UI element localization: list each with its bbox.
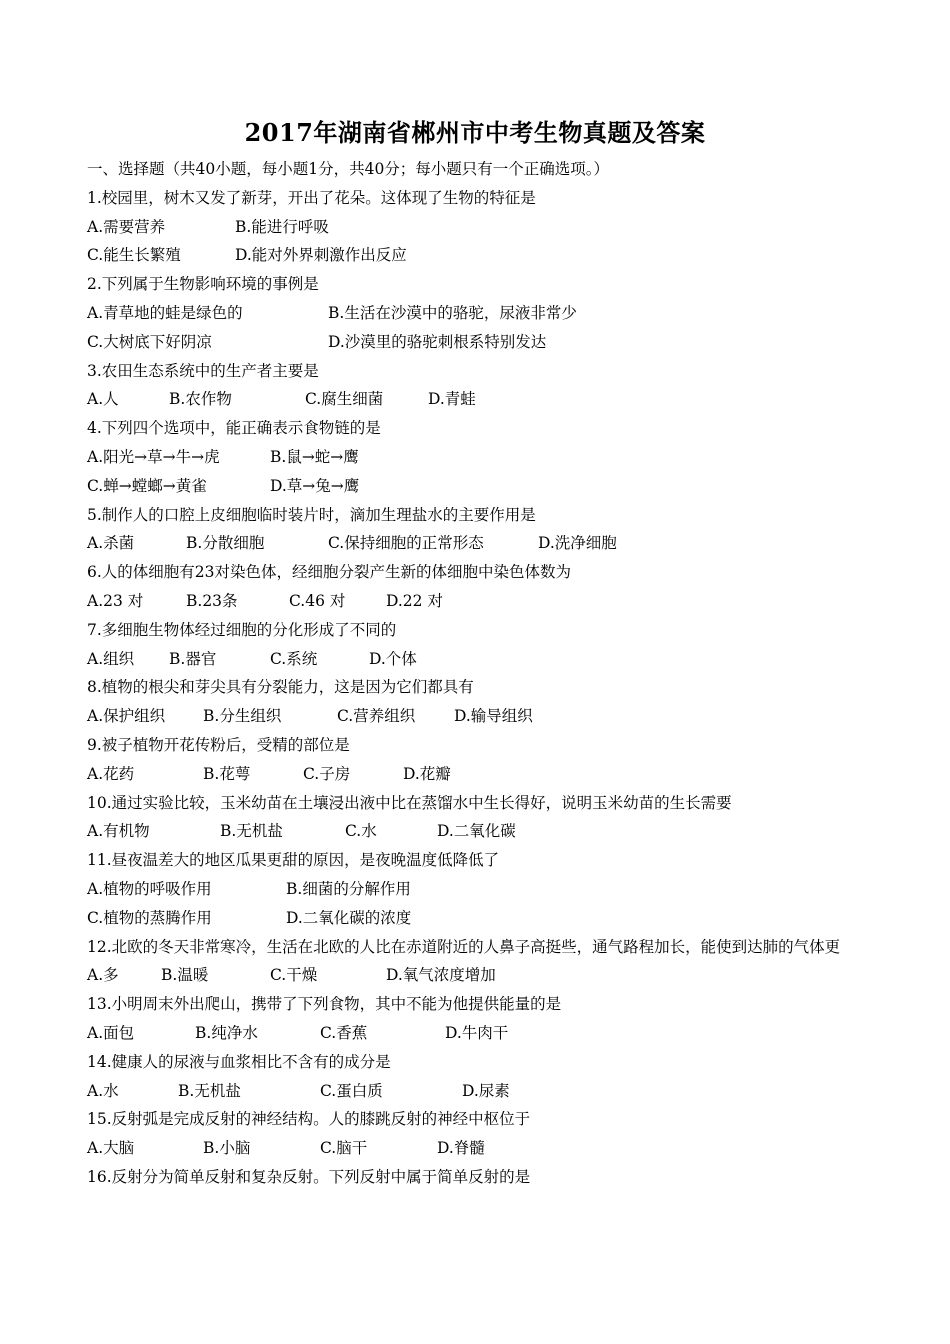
- option-b: B.器官: [169, 649, 217, 668]
- option-row: [87, 760, 887, 789]
- option-a: A.花药: [87, 764, 135, 783]
- option-b: B.能进行呼吸: [235, 217, 329, 236]
- option-d: D.草→兔→鹰: [270, 476, 360, 495]
- option-c: C.腐生细菌: [305, 390, 384, 409]
- option-b: B.花萼: [203, 764, 251, 783]
- option-d: D.尿素: [462, 1081, 510, 1100]
- question-stem: 11.昼夜温差大的地区瓜果更甜的原因，是夜晚温度低降低了: [87, 851, 500, 870]
- option-b: B.分生组织: [203, 707, 282, 726]
- option-a: A.面包: [87, 1023, 135, 1042]
- option-a: A.青草地的蛙是绿色的: [87, 303, 243, 322]
- question-stem: 5.制作人的口腔上皮细胞临时装片时，滴加生理盐水的主要作用是: [87, 505, 536, 524]
- option-row: [87, 587, 887, 616]
- option-row: [87, 1019, 887, 1048]
- option-c: C.蛋白质: [320, 1081, 383, 1100]
- option-row: [87, 472, 887, 501]
- question-stem: 2.下列属于生物影响环境的事例是: [87, 275, 319, 294]
- option-c: C.营养组织: [337, 707, 416, 726]
- option-row: [87, 299, 887, 328]
- option-c: C.子房: [303, 764, 351, 783]
- question-stem: 15.反射弧是完成反射的神经结构。人的膝跳反射的神经中枢位于: [87, 1110, 531, 1129]
- option-a: A.有机物: [87, 822, 150, 841]
- option-d: D.二氧化碳: [437, 822, 516, 841]
- option-c: C.干燥: [270, 966, 318, 985]
- option-c: C.系统: [270, 649, 318, 668]
- option-row: [87, 1077, 887, 1106]
- option-c: C.保持细胞的正常形态: [328, 534, 484, 553]
- option-a: A.保护组织: [87, 707, 166, 726]
- option-row: [87, 1134, 887, 1163]
- option-c: C.蝉→螳螂→黄雀: [87, 476, 207, 495]
- option-d: D.能对外界刺激作出反应: [235, 246, 407, 265]
- section-header: 一、选择题（共40小题，每小题1分，共40分；每小题只有一个正确选项。）: [87, 160, 610, 178]
- question-stem: 10.通过实验比较，玉米幼苗在土壤浸出液中比在蒸馏水中生长得好，说明玉米幼苗的生长需要: [87, 793, 732, 812]
- option-d: D.洗净细胞: [538, 534, 617, 553]
- question-list: [87, 155, 887, 1192]
- question-stem: 1.校园里，树木又发了新芽，开出了花朵。这体现了生物的特征是: [87, 188, 536, 207]
- option-b: B.无机盐: [178, 1081, 241, 1100]
- option-b: B.农作物: [169, 390, 232, 409]
- option-b: B.温暖: [161, 966, 209, 985]
- question-stem: 9.被子植物开花传粉后，受精的部位是: [87, 735, 350, 754]
- document-title: 2017年湖南省郴州市中考生物真题及答案: [244, 118, 706, 147]
- option-c: C.水: [345, 822, 377, 841]
- option-row: [87, 961, 887, 990]
- question-stem: 3.农田生态系统中的生产者主要是: [87, 361, 319, 380]
- option-row: [87, 529, 887, 558]
- question-stem: 16.反射分为简单反射和复杂反射。下列反射中属于简单反射的是: [87, 1167, 531, 1186]
- option-a: A.大脑: [87, 1139, 135, 1158]
- option-d: D.脊髓: [437, 1139, 485, 1158]
- option-a: A.组织: [87, 649, 135, 668]
- option-c: C.46 对: [289, 591, 346, 610]
- question-stem: 7.多细胞生物体经过细胞的分化形成了不同的: [87, 620, 397, 639]
- question-stem: 14.健康人的尿液与血浆相比不含有的成分是: [87, 1052, 391, 1071]
- option-row: [87, 817, 887, 846]
- option-c: C.香蕉: [320, 1023, 368, 1042]
- option-a: A.多: [87, 966, 119, 985]
- option-a: A.植物的呼吸作用: [87, 879, 212, 898]
- option-a: A.杀菌: [87, 534, 135, 553]
- option-row: [87, 702, 887, 731]
- option-row: [87, 645, 887, 674]
- option-b: B.小脑: [203, 1139, 251, 1158]
- option-c: C.植物的蒸腾作用: [87, 908, 212, 927]
- question-stem: 4.下列四个选项中，能正确表示食物链的是: [87, 419, 381, 438]
- option-a: A.23 对: [87, 591, 144, 610]
- option-b: B.无机盐: [220, 822, 283, 841]
- option-b: B.23条: [186, 591, 238, 610]
- option-d: D.个体: [369, 649, 417, 668]
- question-stem: 13.小明周末外出爬山，携带了下列食物，其中不能为他提供能量的是: [87, 995, 562, 1014]
- option-b: B.生活在沙漠中的骆驼，尿液非常少: [328, 303, 577, 322]
- option-row: [87, 241, 887, 270]
- option-d: D.沙漠里的骆驼刺根系特别发达: [328, 332, 547, 351]
- option-d: D.牛肉干: [445, 1023, 509, 1042]
- option-row: [87, 904, 887, 933]
- option-d: D.氧气浓度增加: [386, 966, 496, 985]
- option-b: B.细菌的分解作用: [286, 879, 411, 898]
- option-a: A.水: [87, 1081, 119, 1100]
- option-row: [87, 443, 887, 472]
- option-d: D.二氧化碳的浓度: [286, 908, 412, 927]
- option-row: [87, 875, 887, 904]
- question-stem: 12.北欧的冬天非常寒冷，生活在北欧的人比在赤道附近的人鼻子高挺些，通气路程加长，能使到达肺的气体更: [87, 937, 841, 956]
- option-d: D.输导组织: [454, 707, 533, 726]
- option-a: A.人: [87, 390, 119, 409]
- option-row: [87, 328, 887, 357]
- option-d: D.22 对: [386, 591, 443, 610]
- question-stem: 8.植物的根尖和芽尖具有分裂能力，这是因为它们都具有: [87, 678, 474, 697]
- option-b: B.鼠→蛇→鹰: [270, 447, 359, 466]
- option-c: C.能生长繁殖: [87, 246, 181, 265]
- option-a: A.需要营养: [87, 217, 166, 236]
- option-b: B.分散细胞: [186, 534, 265, 553]
- option-c: C.大树底下好阴凉: [87, 332, 212, 351]
- option-a: A.阳光→草→牛→虎: [87, 447, 220, 466]
- option-d: D.花瓣: [403, 764, 451, 783]
- option-d: D.青蛙: [428, 390, 476, 409]
- question-stem: 6.人的体细胞有23对染色体，经细胞分裂产生新的体细胞中染色体数为: [87, 563, 572, 582]
- option-row: [87, 385, 887, 414]
- option-c: C.脑干: [320, 1139, 368, 1158]
- option-b: B.纯净水: [195, 1023, 258, 1042]
- option-row: [87, 213, 887, 242]
